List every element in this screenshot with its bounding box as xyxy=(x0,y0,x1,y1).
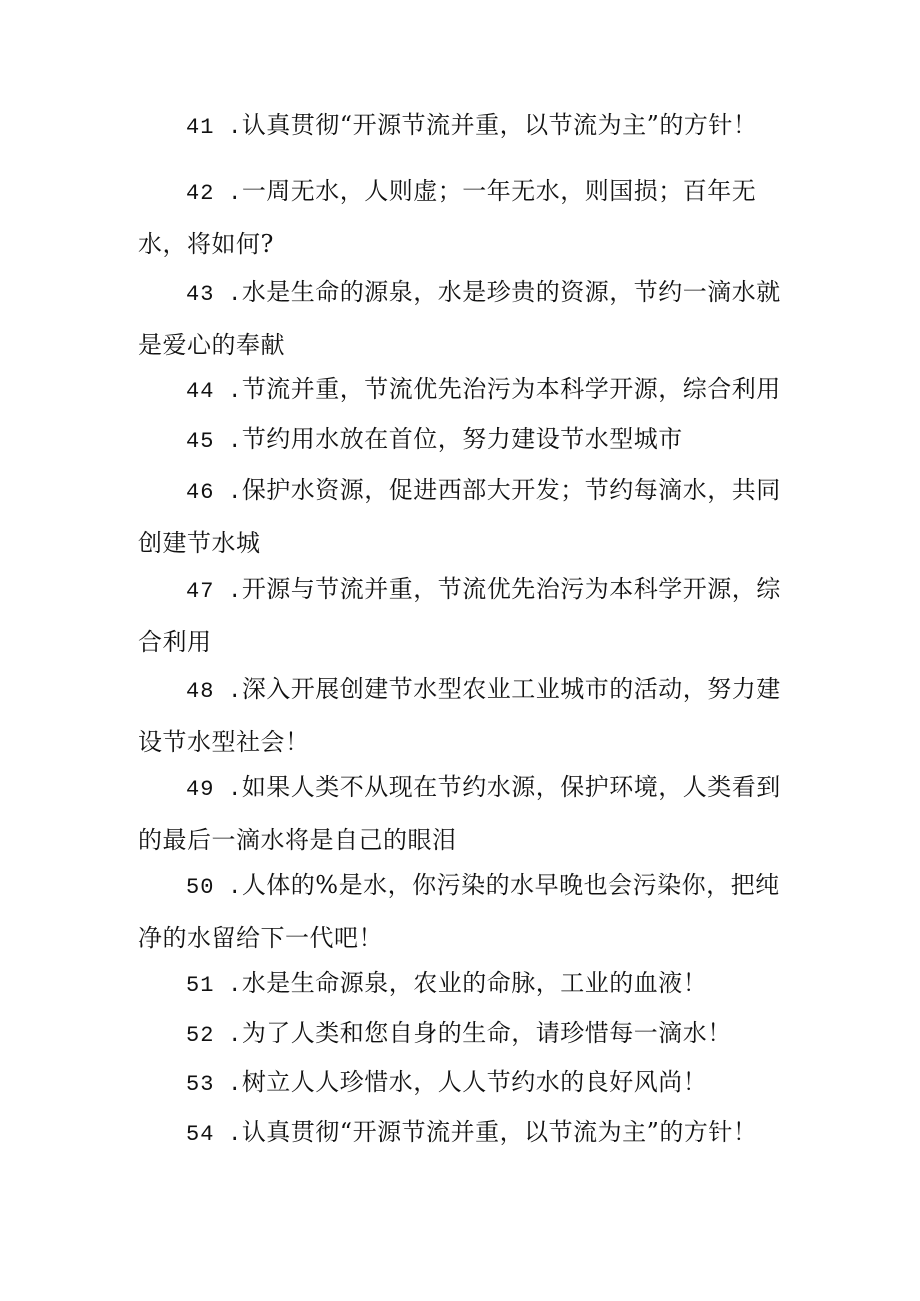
item-number: 54 xyxy=(186,1122,215,1147)
item-text: 深入开展创建节水型农业工业城市的活动，努力建设节水型社会！ xyxy=(138,675,781,756)
item-separator: . xyxy=(214,480,242,505)
item-number: 53 xyxy=(186,1072,215,1097)
item-text: 开源与节流并重，节流优先治污为本科学开源，综合利用 xyxy=(138,575,781,656)
slogan-54 xyxy=(138,1107,798,1160)
slogan-42 xyxy=(138,166,798,269)
item-number: 44 xyxy=(186,379,215,404)
item-text: 节流并重，节流优先治污为本科学开源，综合利用 xyxy=(241,375,781,403)
item-text: 为了人类和您自身的生命，请珍惜每一滴水！ xyxy=(241,1019,732,1047)
item-separator: . xyxy=(214,679,242,704)
item-text: 人体的%是水，你污染的水早晚也会污染你，把纯净的水留给下一代吧！ xyxy=(138,871,780,952)
item-separator: . xyxy=(214,875,242,900)
slogan-41 xyxy=(138,100,798,153)
item-number: 42 xyxy=(186,181,215,206)
item-separator: . xyxy=(214,282,242,307)
slogan-52 xyxy=(138,1008,798,1061)
item-separator: . xyxy=(214,973,242,998)
item-separator: . xyxy=(214,579,242,604)
item-separator: . xyxy=(214,1122,242,1147)
item-text: 水是生命的源泉，水是珍贵的资源，节约一滴水就是爱心的奉献 xyxy=(138,278,781,359)
slogan-53 xyxy=(138,1057,798,1110)
item-number: 41 xyxy=(186,115,215,140)
item-text: 水是生命源泉，农业的命脉，工业的血液！ xyxy=(241,969,708,997)
item-text: 一周无水，人则虚；一年无水，则国损；百年无水，将如何? xyxy=(138,177,757,258)
item-text: 认真贯彻“开源节流并重，以节流为主”的方针！ xyxy=(241,1118,758,1146)
slogan-51 xyxy=(138,958,798,1011)
slogan-47 xyxy=(138,564,798,667)
item-number: 51 xyxy=(186,973,215,998)
item-number: 43 xyxy=(186,282,215,307)
item-number: 48 xyxy=(186,679,215,704)
slogan-48 xyxy=(138,664,798,767)
item-number: 46 xyxy=(186,480,215,505)
slogan-45 xyxy=(138,414,798,467)
item-separator: . xyxy=(214,429,242,454)
item-number: 52 xyxy=(186,1023,215,1048)
item-text: 树立人人珍惜水，人人节约水的良好风尚！ xyxy=(241,1068,708,1096)
slogan-50 xyxy=(138,860,798,963)
item-text: 认真贯彻“开源节流并重，以节流为主”的方针！ xyxy=(241,111,758,139)
item-separator: . xyxy=(214,1023,242,1048)
item-text: 节约用水放在首位，努力建设节水型城市 xyxy=(241,425,683,453)
item-separator: . xyxy=(214,379,242,404)
item-separator: . xyxy=(214,115,242,140)
item-text: 如果人类不从现在节约水源，保护环境，人类看到的最后一滴水将是自己的眼泪 xyxy=(138,773,781,854)
slogan-46 xyxy=(138,465,798,568)
slogan-44 xyxy=(138,364,798,417)
item-text: 保护水资源，促进西部大开发；节约每滴水，共同创建节水城 xyxy=(138,476,781,557)
slogan-43 xyxy=(138,267,798,370)
item-separator: . xyxy=(214,1072,242,1097)
slogan-49 xyxy=(138,762,798,865)
item-number: 45 xyxy=(186,429,215,454)
item-number: 47 xyxy=(186,579,215,604)
item-number: 50 xyxy=(186,875,215,900)
item-number: 49 xyxy=(186,777,215,802)
item-separator: . xyxy=(214,181,242,206)
item-separator: . xyxy=(214,777,242,802)
